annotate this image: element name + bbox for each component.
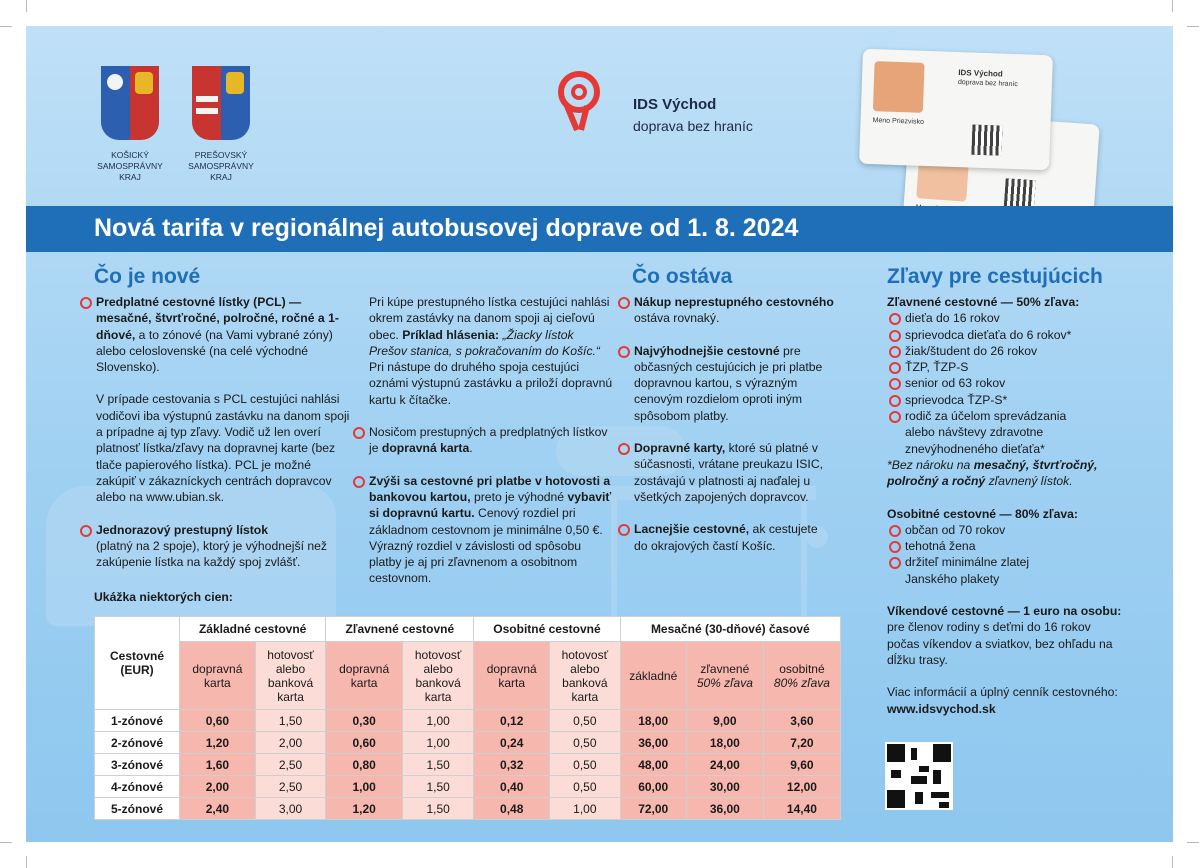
brand-tagline: doprava bez hraníc <box>633 118 753 134</box>
price-cell: 72,00 <box>620 798 686 820</box>
price-cell: 2,50 <box>255 776 326 798</box>
price-cell: 0,60 <box>326 732 403 754</box>
crop-mark <box>1172 0 1173 12</box>
crop-mark <box>0 26 12 27</box>
col-header-monthly-special: osobitné 80% zľava <box>763 642 840 710</box>
price-cell: 24,00 <box>686 754 763 776</box>
table-row <box>95 732 841 754</box>
price-cell: 9,60 <box>763 754 840 776</box>
price-cell: 7,20 <box>763 732 840 754</box>
col-header-cash: hotovosť alebo banková karta <box>550 642 621 710</box>
best-fare-paragraph: Najvýhodnejšie cestovné pre občasných cestujúcich je pri platbe dopravnou kartou, s výrazným cenovým rozdielom oproti iným spôsobom platby. <box>616 343 834 424</box>
new-column-1 <box>78 294 353 586</box>
card-holder-name: Meno Priezvisko <box>872 117 925 126</box>
price-cell: 1,50 <box>402 754 473 776</box>
price-cell: 2,00 <box>255 732 326 754</box>
table-row <box>95 754 841 776</box>
leaflet <box>26 26 1173 842</box>
ids-vychod-logo <box>553 66 813 146</box>
price-table-caption: Ukážka niektorých cien: <box>94 590 233 604</box>
list-item: žiak/študent do 26 rokov <box>887 343 1147 359</box>
price-cell: 2,50 <box>255 754 326 776</box>
price-cell: 1,20 <box>326 798 403 820</box>
pcl-usage-paragraph: V prípade cestovania s PCL cestujúci nahlási vodičovi iba výstupnú zastávku na danom spoji a prípadne aj typ zľavy. Vodič už len overí platnosť lístka/zľavy na dopravnej karte (bez tlače papierového lístka). PCL je možné zakúpiť v zákazníckych centrách dopravcov alebo na www.ubian.sk. <box>96 392 350 505</box>
group-header-reduced: Zľavnené cestovné <box>326 617 474 642</box>
list-item: ŤZP, ŤZP-S <box>887 359 1147 375</box>
card-qr-code <box>971 125 1002 156</box>
col-header-monthly-reduced: zľavnené 50% zľava <box>686 642 763 710</box>
cards-valid-paragraph: Dopravné karty, ktoré sú platné v súčasnosti, vrátane preukazu ISIC, zostávajú v platnosti aj naďalej u všetkých zapojených dopravcov. <box>616 440 834 505</box>
price-cell: 36,00 <box>620 732 686 754</box>
reduced-fare-note: *Bez nároku na mesačný, štvrťročný, polročný a ročný zľavnený lístok. <box>887 457 1098 489</box>
price-cell: 1,50 <box>402 798 473 820</box>
list-item: občan od 70 rokov <box>887 522 1147 538</box>
zone-label: 4-zónové <box>95 776 180 798</box>
list-item: sprievodca dieťaťa do 6 rokov* <box>887 327 1147 343</box>
transport-card-front <box>859 49 1053 171</box>
more-info-text: Viac informácií a úplný cenník cestovného: <box>887 685 1118 700</box>
non-transfer-paragraph: Nákup neprestupného cestovného ostáva rovnaký. <box>616 294 834 327</box>
list-item: senior od 63 rokov <box>887 375 1147 391</box>
crop-mark <box>1172 856 1173 868</box>
group-header-special: Osobitné cestovné <box>474 617 620 642</box>
website-qr-code[interactable] <box>885 742 953 810</box>
col-header-monthly-basic: základné <box>620 642 686 710</box>
reduced-fare-heading: Zľavnené cestovné — 50% zľava: <box>887 295 1080 309</box>
price-cell: 1,20 <box>180 732 256 754</box>
list-item: tehotná žena <box>887 538 1147 554</box>
price-cell: 1,00 <box>550 798 621 820</box>
price-cell: 3,60 <box>763 710 840 732</box>
website-link[interactable]: www.idsvychod.sk <box>887 701 996 716</box>
price-table <box>94 616 841 820</box>
list-item: dieťa do 16 rokov <box>887 310 1147 326</box>
stays-column <box>616 294 834 570</box>
price-cell: 1,50 <box>402 776 473 798</box>
zone-label: 1-zónové <box>95 710 180 732</box>
price-cell: 36,00 <box>686 798 763 820</box>
price-cell: 30,00 <box>686 776 763 798</box>
price-cell: 2,00 <box>180 776 256 798</box>
special-fare-heading: Osobitné cestovné — 80% zľava: <box>887 506 1078 521</box>
price-cell: 0,32 <box>474 754 550 776</box>
list-item: sprievodca ŤZP-S* <box>887 392 1147 408</box>
kosice-crest <box>101 66 159 140</box>
table-row <box>95 798 841 820</box>
table-corner-header: Cestovné (EUR) <box>95 617 180 710</box>
transfer-ticket-paragraph: Jednorazový prestupný lístok (platný na 2 spoje), ktorý je výhodnejší než zakúpenie lístka na každý spoj zvlášť. <box>78 522 353 571</box>
group-header-monthly: Mesačné (30-dňové) časové <box>620 617 840 642</box>
price-cell: 12,00 <box>763 776 840 798</box>
transfer-usage-paragraph: Pri kúpe prestupného lístka cestujúci nahlási okrem zastávky na danom spoji aj cieľovú obec. Príklad hlásenia: „Žiacky lístok Prešov stanica, s pokračovaním do Košíc.“ Pri nástupe do druhého spoja cestujúci oznámi výstupnú zastávku a priloží dopravnú kartu k čítačke. <box>369 295 613 407</box>
price-cell: 0,50 <box>550 732 621 754</box>
crop-mark <box>0 842 12 843</box>
price-cell: 1,60 <box>180 754 256 776</box>
card-carrier-paragraph: Nosičom prestupných a predplatných lístkov je dopravná karta. <box>351 424 613 457</box>
list-item: rodič za účelom sprevádzania alebo návštevy zdravotne znevýhodneného dieťaťa* <box>887 408 1087 457</box>
table-row <box>95 776 841 798</box>
group-header-basic: Základné cestovné <box>180 617 326 642</box>
card-photo <box>873 61 925 113</box>
presov-crest <box>192 66 250 140</box>
weekend-fare-heading: Víkendové cestovné — 1 euro na osobu: <box>887 604 1122 619</box>
crop-mark <box>1187 842 1199 843</box>
price-cell: 3,00 <box>255 798 326 820</box>
page-title: Nová tarifa v regionálnej autobusovej doprave od 1. 8. 2024 <box>94 214 799 242</box>
table-row <box>95 710 841 732</box>
price-cell: 14,40 <box>763 798 840 820</box>
price-cell: 1,00 <box>402 732 473 754</box>
price-cell: 1,00 <box>326 776 403 798</box>
price-cell: 18,00 <box>620 710 686 732</box>
section-heading-discounts: Zľavy pre cestujúcich <box>887 265 1103 288</box>
zone-label: 5-zónové <box>95 798 180 820</box>
col-header-card: dopravná karta <box>180 642 256 710</box>
col-header-card: dopravná karta <box>326 642 403 710</box>
section-heading-stays: Čo ostáva <box>632 265 733 288</box>
price-cell: 0,40 <box>474 776 550 798</box>
discounts-column <box>887 294 1147 717</box>
price-cell: 0,50 <box>550 776 621 798</box>
zone-label: 2-zónové <box>95 732 180 754</box>
card-brand: IDS Východ <box>958 68 1003 79</box>
crop-mark <box>26 856 27 868</box>
price-cell: 0,50 <box>550 710 621 732</box>
new-column-2 <box>351 294 613 603</box>
price-cell: 0,12 <box>474 710 550 732</box>
kosice-crest-caption: KOŠICKÝ SAMOSPRÁVNY KRAJ <box>97 150 163 182</box>
price-cell: 0,50 <box>550 754 621 776</box>
list-item: držiteľ minimálne zlatej Janského plakety <box>887 554 1057 587</box>
price-cell: 0,80 <box>326 754 403 776</box>
card-tagline: doprava bez hraníc <box>957 79 1018 89</box>
crop-mark <box>1187 26 1199 27</box>
price-cell: 2,40 <box>180 798 256 820</box>
section-heading-new: Čo je nové <box>94 265 201 288</box>
col-header-card: dopravná karta <box>474 642 550 710</box>
pcl-paragraph: Predplatné cestovné lístky (PCL) — mesačné, štvrťročné, polročné, ročné a 1-dňové, a to zónové (na Vami vybrané zóny) alebo celoslovenské (na celé východné Slovensko). <box>78 294 353 375</box>
price-cell: 0,60 <box>180 710 256 732</box>
price-cell: 0,48 <box>474 798 550 820</box>
price-cell: 0,24 <box>474 732 550 754</box>
title-band <box>26 206 1173 252</box>
presov-crest-caption: PREŠOVSKÝ SAMOSPRÁVNY KRAJ <box>188 150 254 182</box>
crop-mark <box>26 0 27 12</box>
price-cell: 48,00 <box>620 754 686 776</box>
price-cell: 1,50 <box>255 710 326 732</box>
price-cell: 60,00 <box>620 776 686 798</box>
price-cell: 18,00 <box>686 732 763 754</box>
col-header-cash: hotovosť alebo banková karta <box>255 642 326 710</box>
cash-price-paragraph: Zvýši sa cestovné pri platbe v hotovosti a bankovou kartou, preto je výhodné vybaviť si dopravnú kartu. Cenový rozdiel pri základnom cestovnom je minimálne 0,50 €. Výrazný rozdiel v závislosti od spôsobu platby je aj pri zľavnenom a osobitnom cestovnom. <box>351 473 613 587</box>
kosice-fare-paragraph: Lacnejšie cestovné, ak cestujete do okrajových častí Košíc. <box>616 521 834 554</box>
brand-name: IDS Východ <box>633 96 717 113</box>
price-cell: 9,00 <box>686 710 763 732</box>
col-header-cash: hotovosť alebo banková karta <box>402 642 473 710</box>
price-cell: 0,30 <box>326 710 403 732</box>
zone-label: 3-zónové <box>95 754 180 776</box>
weekend-fare-text: pre členov rodiny s deťmi do 16 rokov počas víkendov a sviatkov, bez ohľadu na dĺžku trasy. <box>887 620 1113 667</box>
price-cell: 1,00 <box>402 710 473 732</box>
ids-ribbon-icon <box>553 66 613 136</box>
